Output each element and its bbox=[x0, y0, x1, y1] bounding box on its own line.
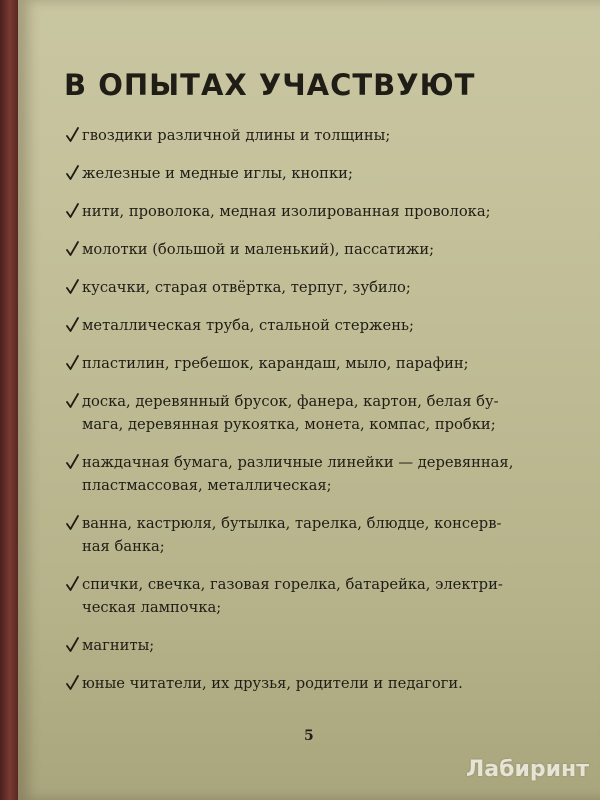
list-item bbox=[66, 634, 586, 657]
list-item bbox=[66, 314, 586, 337]
list-item bbox=[66, 238, 586, 261]
page-number: 5 bbox=[304, 728, 314, 744]
book-spine bbox=[0, 0, 18, 800]
list-item-text: пластилин, гребешок, карандаш, мыло, парафин; bbox=[82, 355, 469, 372]
list-item-text: юные читатели, их друзья, родители и педагоги. bbox=[82, 675, 463, 692]
checkmark-icon bbox=[66, 454, 79, 470]
list-item-text: кусачки, старая отвёртка, терпуг, зубило; bbox=[82, 279, 411, 296]
list-item-text: железные и медные иглы, кнопки; bbox=[82, 165, 353, 182]
checkmark-icon bbox=[66, 576, 79, 592]
checkmark-icon bbox=[66, 675, 79, 691]
list-item bbox=[66, 124, 586, 147]
list-item bbox=[66, 672, 586, 695]
checkmark-icon bbox=[66, 355, 79, 371]
page-title: В ОПЫТАХ УЧАСТВУЮТ bbox=[64, 68, 476, 102]
list-item-text: молотки (большой и маленький), пассатижи; bbox=[82, 241, 435, 258]
checkmark-icon bbox=[66, 241, 79, 257]
list-item bbox=[66, 276, 586, 299]
checkmark-icon bbox=[66, 165, 79, 181]
list-item bbox=[66, 352, 586, 375]
materials-list bbox=[66, 124, 586, 710]
list-item-text: спички, свечка, газовая горелка, батарейка, электри- ческая лампочка; bbox=[82, 576, 503, 616]
checkmark-icon bbox=[66, 515, 79, 531]
list-item bbox=[66, 390, 586, 436]
watermark-logo: Лабиринт bbox=[466, 757, 590, 782]
checkmark-icon bbox=[66, 203, 79, 219]
list-item-text: нити, проволока, медная изолированная проволока; bbox=[82, 203, 491, 220]
checkmark-icon bbox=[66, 127, 79, 143]
checkmark-icon bbox=[66, 637, 79, 653]
checkmark-icon bbox=[66, 279, 79, 295]
list-item-text: доска, деревянный брусок, фанера, картон, белая бу- мага, деревянная рукоятка, монета, компас, пробки; bbox=[82, 393, 499, 433]
checkmark-icon bbox=[66, 317, 79, 333]
list-item bbox=[66, 200, 586, 223]
list-item bbox=[66, 512, 586, 558]
list-item-text: металлическая труба, стальной стержень; bbox=[82, 317, 414, 334]
list-item bbox=[66, 451, 586, 497]
list-item-text: ванна, кастрюля, бутылка, тарелка, блюдце, консерв- ная банка; bbox=[82, 515, 502, 555]
checkmark-icon bbox=[66, 393, 79, 409]
list-item bbox=[66, 162, 586, 185]
list-item-text: гвоздики различной длины и толщины; bbox=[82, 127, 391, 144]
list-item-text: магниты; bbox=[82, 637, 155, 654]
list-item-text: наждачная бумага, различные линейки — деревянная, пластмассовая, металлическая; bbox=[82, 454, 514, 494]
book-page bbox=[18, 0, 600, 800]
list-item bbox=[66, 573, 586, 619]
